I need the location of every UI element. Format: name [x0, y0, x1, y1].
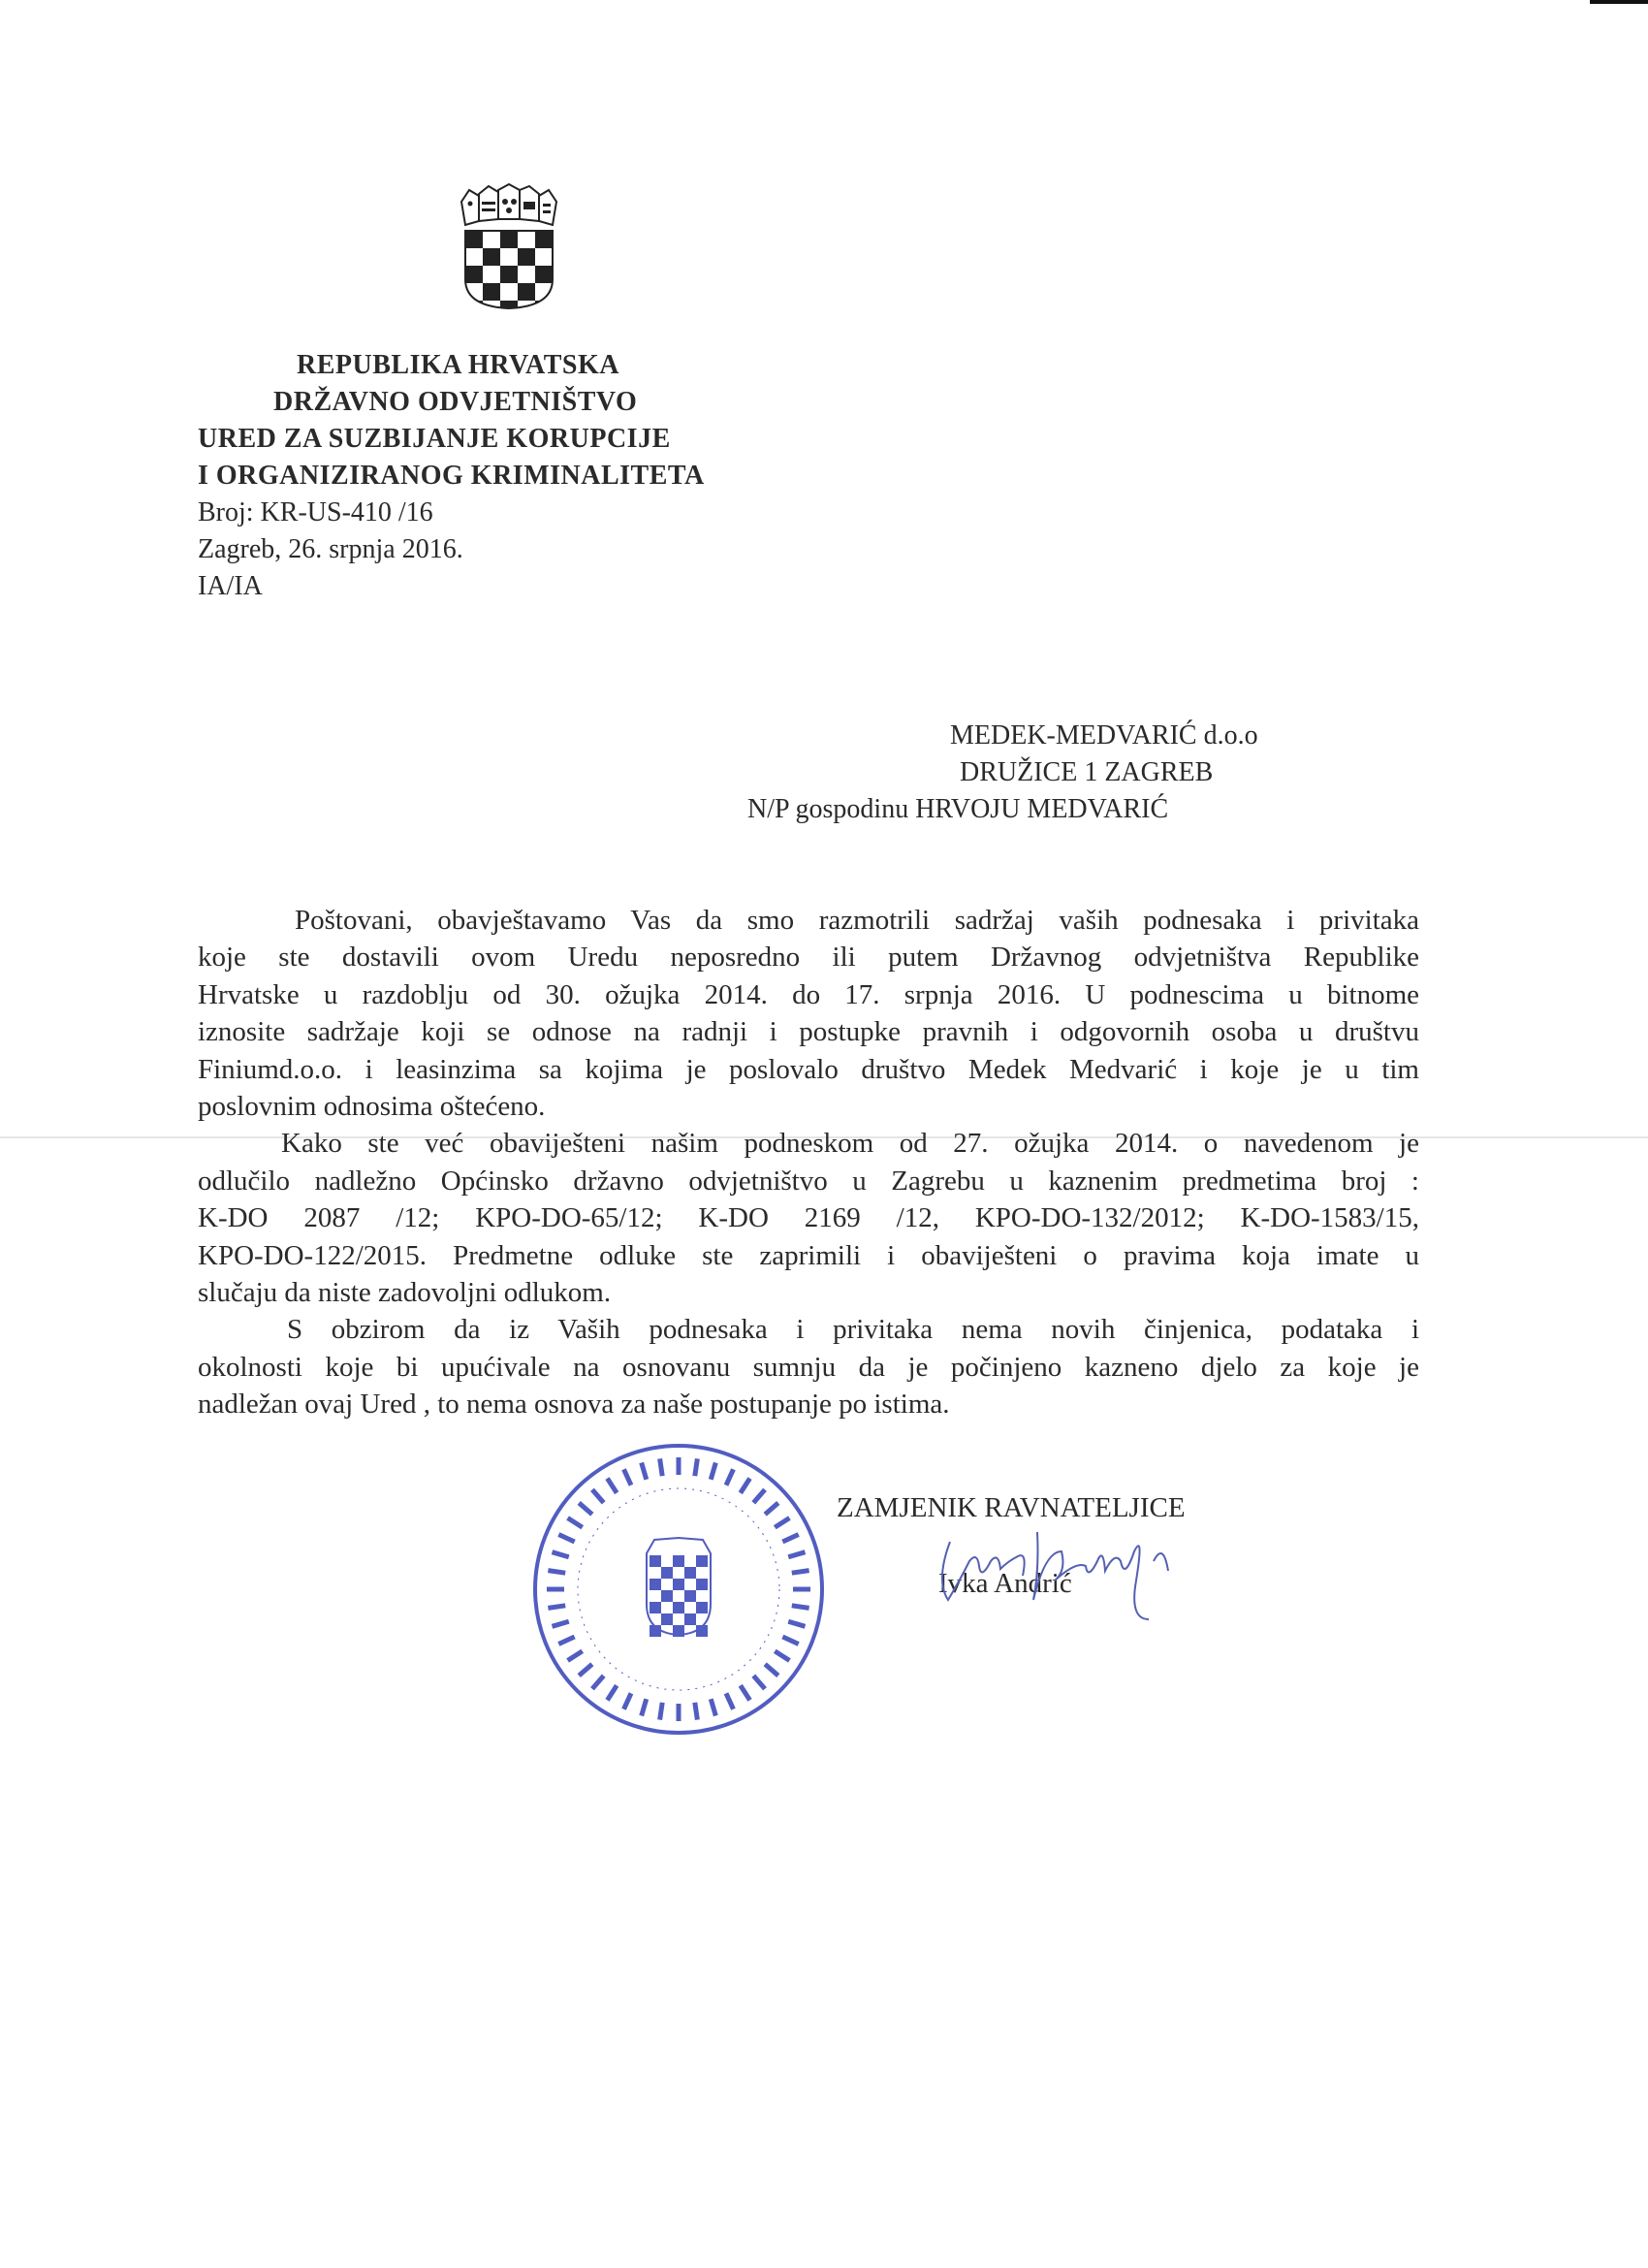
stamp-letter-mark [592, 1489, 604, 1503]
stamp-letter-mark [792, 1606, 809, 1609]
stamp-letter-mark [660, 1458, 663, 1476]
check-square [518, 248, 535, 266]
body-line: Hrvatske u razdoblju od 30. ožujka 2014. do 17. srpnja 2016. U podnescima u bitnome [198, 978, 1419, 1010]
stamp-letter-mark [741, 1685, 750, 1700]
stamp-letter-mark [568, 1517, 583, 1527]
stamp-letter-mark [624, 1693, 631, 1709]
stamp-letter-mark [607, 1685, 617, 1700]
stamp-letter-mark [792, 1571, 809, 1574]
body-line: odlučilo nadležno Općinsko državno odvjetništvo u Zagrebu u kaznenim predmetima broj : [198, 1165, 1419, 1197]
initials: IA/IA [198, 571, 263, 601]
reference-number: Broj: KR-US-410 /16 [198, 497, 433, 527]
signatory-title: ZAMJENIK RAVNATELJICE [837, 1492, 1186, 1523]
check-square [483, 283, 500, 301]
stamp-letter-mark [753, 1489, 765, 1503]
check-square [535, 231, 553, 248]
stamp-letter-mark [782, 1535, 798, 1542]
check-square [696, 1625, 708, 1637]
stamp-letter-mark [660, 1703, 663, 1720]
stamp-letter-mark [624, 1469, 631, 1485]
stamp-letter-mark [642, 1699, 647, 1715]
header-line: REPUBLIKA HRVATSKA [297, 350, 619, 380]
stamp-letter-mark [553, 1621, 569, 1626]
official-stamp [528, 1439, 829, 1740]
check-square [684, 1613, 696, 1625]
stamp-letter-mark [579, 1664, 592, 1676]
stamp-letter-mark [558, 1637, 574, 1644]
recipient-address: DRUŽICE 1 ZAGREB [960, 757, 1214, 787]
stamp-letter-mark [765, 1664, 778, 1676]
stamp-letter-mark [788, 1552, 805, 1557]
body-line: KPO-DO-122/2015. Predmetne odluke ste zaprimili i obaviješteni o pravima koja imate u [198, 1239, 1419, 1271]
check-square [650, 1579, 661, 1590]
header-line: URED ZA SUZBIJANJE KORUPCIJE [198, 424, 671, 454]
stamp-letter-mark [568, 1651, 583, 1661]
body-line: poslovnim odnosima oštećeno. [198, 1090, 546, 1122]
stamp-letter-mark [607, 1479, 617, 1493]
recipient-company: MEDEK-MEDVARIĆ d.o.o [950, 720, 1258, 751]
header-line: DRŽAVNO ODVJETNIŠTVO [273, 387, 638, 417]
check-square [673, 1602, 684, 1613]
recipient-attention: N/P gospodinu HRVOJU MEDVARIĆ [747, 794, 1169, 824]
body-line: Finiumd.o.o. i leasinzima sa kojima je poslovalo društvo Medek Medvarić i koje je u tim [198, 1053, 1419, 1085]
check-square [684, 1567, 696, 1579]
stamp-letter-mark [711, 1699, 715, 1715]
check-square [650, 1625, 661, 1637]
body-line: koje ste dostavili ovom Uredu neposredno ili putem Državnog odvjetništva Republike [198, 942, 1419, 974]
stamp-letter-mark [726, 1693, 733, 1709]
stamp-letter-mark [558, 1535, 574, 1542]
letter-body [198, 902, 1419, 1422]
stamp-letter-mark [765, 1503, 778, 1515]
header-line: I ORGANIZIRANOG KRIMINALITETA [198, 461, 705, 491]
check-square [500, 231, 518, 248]
stamp-letter-mark [548, 1606, 565, 1609]
signatory-name: Ivka Andrić [938, 1568, 1072, 1599]
check-square [518, 283, 535, 301]
paragraph [198, 1311, 1419, 1422]
check-square [465, 266, 483, 283]
check-square [696, 1555, 708, 1567]
body-line: K-DO 2087 /12; KPO-DO-65/12; K-DO 2169 /12, KPO-DO-132/2012; K-DO-1583/15, [198, 1202, 1419, 1234]
stamp-letter-mark [753, 1676, 765, 1689]
check-square [650, 1602, 661, 1613]
check-square [673, 1555, 684, 1567]
stamp-letter-mark [592, 1676, 604, 1689]
stamp-letter-mark [741, 1479, 750, 1493]
body-line: Kako ste već obaviješteni našim podneskom od 27. ožujka 2014. o navedenom je [281, 1128, 1419, 1160]
stamp-letter-mark [711, 1463, 715, 1480]
check-square [673, 1625, 684, 1637]
body-line: Poštovani, obavještavamo Vas da smo razmotrili sadržaj vaših podnesaka i privitaka [295, 905, 1419, 936]
stamp-letter-mark [553, 1552, 569, 1557]
check-square [684, 1590, 696, 1602]
letter-date: Zagreb, 26. srpnja 2016. [198, 534, 463, 564]
body-line: okolnosti koje bi upućivale na osnovanu sumnju da je počinjeno kazneno djelo za koje je [198, 1351, 1419, 1383]
stamp-letter-mark [782, 1637, 798, 1644]
stamp-letter-mark [726, 1469, 733, 1485]
body-line: slučaju da niste zadovoljni odlukom. [198, 1276, 612, 1308]
body-line: iznosite sadržaje koji se odnose na radnji i postupke pravnih i odgovornih osoba u društvu [198, 1016, 1419, 1048]
check-square [535, 266, 553, 283]
stamp-letter-mark [695, 1703, 698, 1720]
croatian-coat-of-arms-icon [458, 182, 560, 310]
stamp-letter-mark [548, 1571, 565, 1574]
check-square [650, 1555, 661, 1567]
scan-edge-mark [1590, 0, 1648, 4]
check-square [696, 1579, 708, 1590]
check-square [673, 1579, 684, 1590]
check-square [500, 266, 518, 283]
stamp-letter-mark [775, 1517, 789, 1527]
stamp-letter-mark [642, 1463, 647, 1480]
stamp-letter-mark [579, 1503, 592, 1515]
paragraph [198, 1125, 1419, 1311]
check-square [661, 1590, 673, 1602]
stamp-letter-mark [695, 1458, 698, 1476]
check-square [661, 1567, 673, 1579]
body-line: nadležan ovaj Ured , to nema osnova za naše postupanje po istima. [198, 1389, 950, 1421]
stamp-letter-mark [775, 1651, 789, 1661]
stamp-coat-of-arms-icon [647, 1538, 711, 1637]
paragraph [198, 902, 1419, 1125]
stamp-letter-mark [788, 1621, 805, 1626]
check-square [483, 248, 500, 266]
body-line: S obzirom da iz Vaših podnesaka i privitaka nema novih činjenica, podataka i [287, 1314, 1419, 1346]
handwritten-signature [931, 1522, 1183, 1629]
check-square [661, 1613, 673, 1625]
check-square [465, 231, 483, 248]
check-square [696, 1602, 708, 1613]
